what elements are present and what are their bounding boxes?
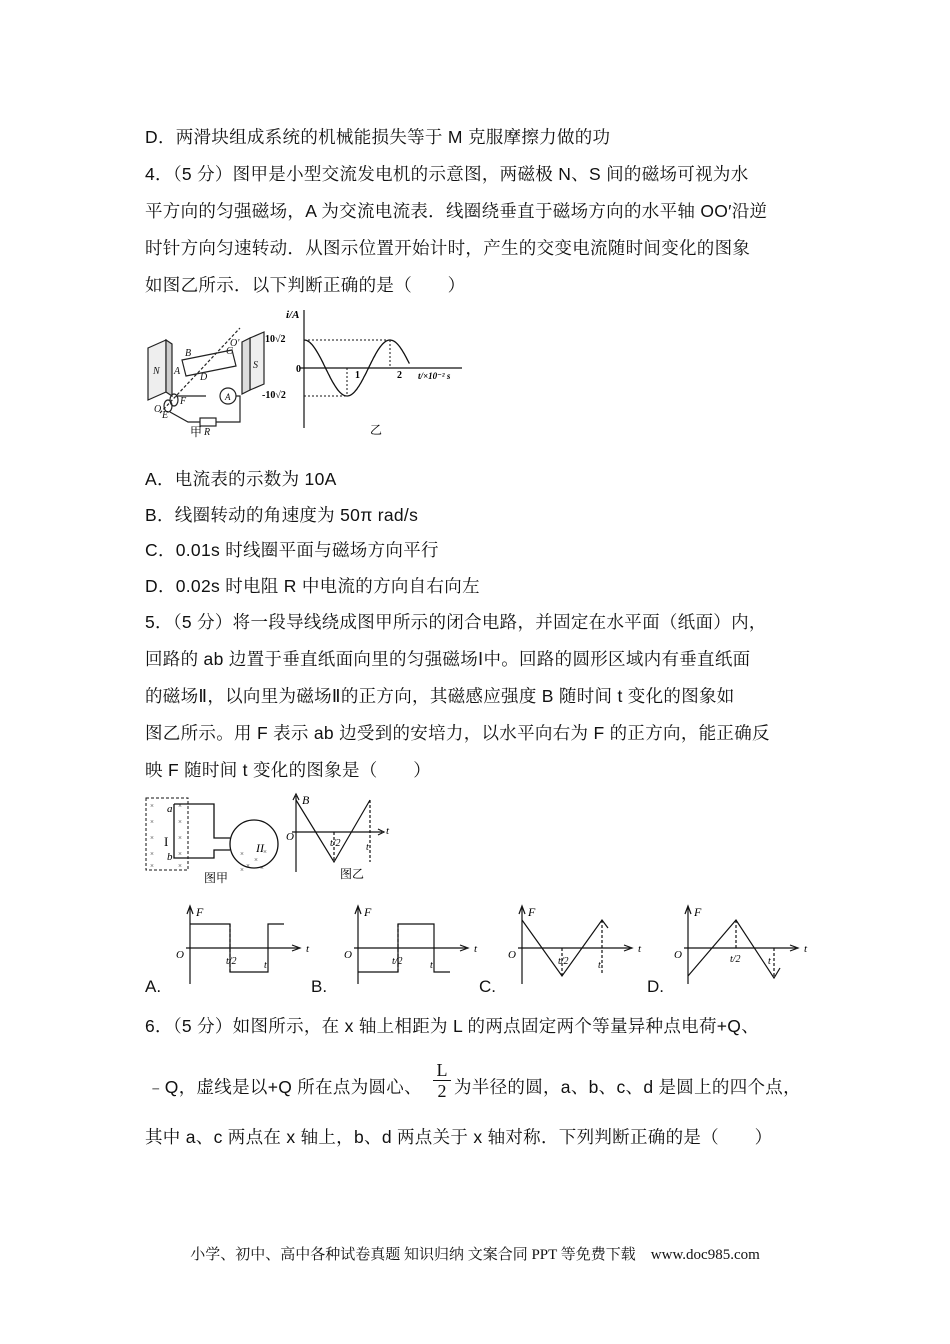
- q4-option-c: C．0.01s 时线圈平面与磁场方向平行: [145, 540, 439, 560]
- svg-text:×: ×: [246, 862, 250, 870]
- choice-b-letter: B.: [311, 977, 328, 996]
- q4-stem-line1: 4．（5 分）图甲是小型交流发电机的示意图，两磁极 N、S 间的磁场可视为水: [145, 164, 749, 184]
- label-e: E: [162, 410, 169, 421]
- page-footer: 小学、初中、高中各种试卷真题 知识归纳 文案合同 PPT 等免费下载 www.doc985.com: [190, 1247, 760, 1263]
- point-a-label: a: [167, 803, 173, 815]
- choice-b-y-label: F: [364, 905, 372, 919]
- circuit-diagram: [142, 794, 292, 886]
- b-t-graph: [282, 790, 392, 886]
- x-tick-1: 1: [355, 370, 360, 381]
- label-o2: O': [230, 338, 240, 349]
- choice-c-graph: [504, 902, 654, 988]
- svg-text:×: ×: [254, 856, 258, 864]
- svg-text:×: ×: [150, 818, 154, 826]
- choice-a-y-label: F: [196, 905, 204, 919]
- svg-text:×: ×: [178, 834, 182, 842]
- svg-text:×: ×: [150, 850, 154, 858]
- svg-text:×: ×: [150, 862, 154, 870]
- choice-d-origin: O: [674, 949, 682, 961]
- label-f: F: [180, 396, 187, 407]
- choice-b-origin: O: [344, 949, 352, 961]
- choice-d-full: t: [768, 956, 771, 967]
- b-origin-label: O: [286, 831, 294, 843]
- choice-b-full: t: [430, 960, 433, 971]
- q4-stem-line2: 平方向的匀强磁场，A 为交流电流表．线圈绕垂直于磁场方向的水平轴 OO′沿逆: [145, 201, 768, 221]
- b-t-axis-label: t: [386, 825, 390, 837]
- choice-b-graph: [340, 902, 490, 988]
- choice-a-graph: [172, 902, 322, 988]
- label-a: A: [174, 366, 181, 377]
- choice-d-half: t/2: [730, 954, 741, 965]
- b-axis-label: B: [302, 793, 310, 807]
- b-full-label: t: [366, 842, 369, 853]
- choice-c-x-label: t: [638, 943, 642, 955]
- svg-text:×: ×: [150, 802, 154, 810]
- choice-d-x-label: t: [804, 943, 808, 955]
- fig5-yi-caption: 图乙: [340, 867, 365, 881]
- label-r: R: [204, 427, 211, 438]
- q6-stem-line3: 其中 a、c 两点在 x 轴上，b、d 两点关于 x 轴对称．下列判断正确的是（ ）: [145, 1127, 773, 1147]
- x-tick-2: 2: [397, 370, 402, 381]
- svg-text:×: ×: [260, 864, 264, 872]
- q4-option-a: A．电流表的示数为 10A: [145, 469, 337, 489]
- choice-c-full: t: [598, 960, 601, 971]
- svg-text:×: ×: [150, 834, 154, 842]
- region-ii-label: II: [256, 841, 264, 855]
- current-chart: [262, 306, 477, 438]
- fraction-l-over-2: [433, 1060, 451, 1101]
- q3-option-d: D．两滑块组成系统的机械能损失等于 M 克服摩擦力做的功: [145, 127, 611, 147]
- label-d: D: [200, 372, 208, 383]
- point-b-label: b: [167, 851, 173, 863]
- choice-a-origin: O: [176, 949, 184, 961]
- choice-c-origin: O: [508, 949, 516, 961]
- choice-a-x-label: t: [306, 943, 310, 955]
- choice-b-x-label: t: [474, 943, 478, 955]
- fig5-jia-caption: 图甲: [204, 871, 229, 885]
- svg-text:×: ×: [178, 850, 182, 858]
- generator-diagram: [140, 318, 280, 438]
- fig-yi-caption: 乙: [370, 423, 383, 437]
- x-axis-label: t/×10⁻² s: [418, 371, 451, 381]
- label-n: N: [153, 366, 160, 377]
- q6-stem-line1: 6．（5 分）如图所示，在 x 轴上相距为 L 的两点固定两个等量异种点电荷+Q、: [145, 1016, 759, 1036]
- q5-stem-line4: 图乙所示。用 F 表示 ab 边受到的安培力，以水平向右为 F 的正方向，能正确反: [145, 723, 770, 743]
- svg-text:×: ×: [240, 866, 244, 874]
- choice-d-y-label: F: [694, 905, 702, 919]
- choice-c-half: t/2: [558, 956, 569, 967]
- svg-text:×: ×: [178, 802, 182, 810]
- svg-text:×: ×: [263, 848, 267, 856]
- choice-b-half: t/2: [392, 956, 403, 967]
- q5-stem-line2: 回路的 ab 边置于垂直纸面向里的匀强磁场Ⅰ中。回路的圆形区域内有垂直纸面: [145, 649, 751, 669]
- y-tick-bottom: -10√2: [262, 390, 286, 401]
- q6-stem-line2a: ﹣Q，虚线是以+Q 所在点为圆心、: [147, 1077, 422, 1097]
- q6-stem-line2b: 为半径的圆，a、b、c、d 是圆上的四个点，: [454, 1077, 801, 1097]
- q4-stem-line3: 时针方向匀速转动．从图示位置开始计时，产生的交变电流随时间变化的图象: [145, 238, 751, 258]
- q5-stem-line3: 的磁场Ⅱ，以向里为磁场Ⅱ的正方向，其磁感应强度 B 随时间 t 变化的图象如: [145, 686, 735, 706]
- svg-text:×: ×: [240, 850, 244, 858]
- label-b: B: [185, 348, 192, 359]
- q4-option-d: D．0.02s 时电阻 R 中电流的方向自右向左: [145, 576, 480, 596]
- origin-label: 0: [296, 364, 301, 375]
- svg-text:×: ×: [178, 818, 182, 826]
- choice-c-letter: C.: [479, 977, 496, 996]
- q5-stem-line1: 5．（5 分）将一段导线绕成图甲所示的闭合电路，并固定在水平面（纸面）内，: [145, 612, 767, 632]
- b-half-label: t/2: [330, 838, 341, 849]
- label-c: C: [226, 346, 233, 357]
- q4-option-b: B．线圈转动的角速度为 50π rad/s: [145, 505, 419, 525]
- q4-stem-line4: 如图乙所示．以下判断正确的是（ ）: [145, 275, 466, 295]
- fig-jia-caption: 甲: [190, 425, 203, 438]
- choice-a-full: t: [264, 960, 267, 971]
- choice-a-letter: A.: [145, 977, 162, 996]
- choice-d-letter: D.: [647, 977, 664, 996]
- fraction-numerator: L: [433, 1060, 451, 1081]
- label-o: O: [154, 404, 162, 415]
- choice-d-graph: [670, 902, 820, 988]
- label-s: S: [253, 360, 258, 371]
- region-i-label: I: [164, 834, 169, 849]
- svg-text:×: ×: [178, 862, 182, 870]
- ammeter-label: A: [225, 392, 231, 402]
- choice-c-y-label: F: [528, 905, 536, 919]
- q5-stem-line5: 映 F 随时间 t 变化的图象是（ ）: [145, 760, 431, 780]
- choice-a-half: t/2: [226, 956, 237, 967]
- fraction-denominator: 2: [437, 1081, 447, 1101]
- y-axis-label: i/A: [286, 309, 300, 321]
- y-tick-top: 10√2: [265, 334, 286, 345]
